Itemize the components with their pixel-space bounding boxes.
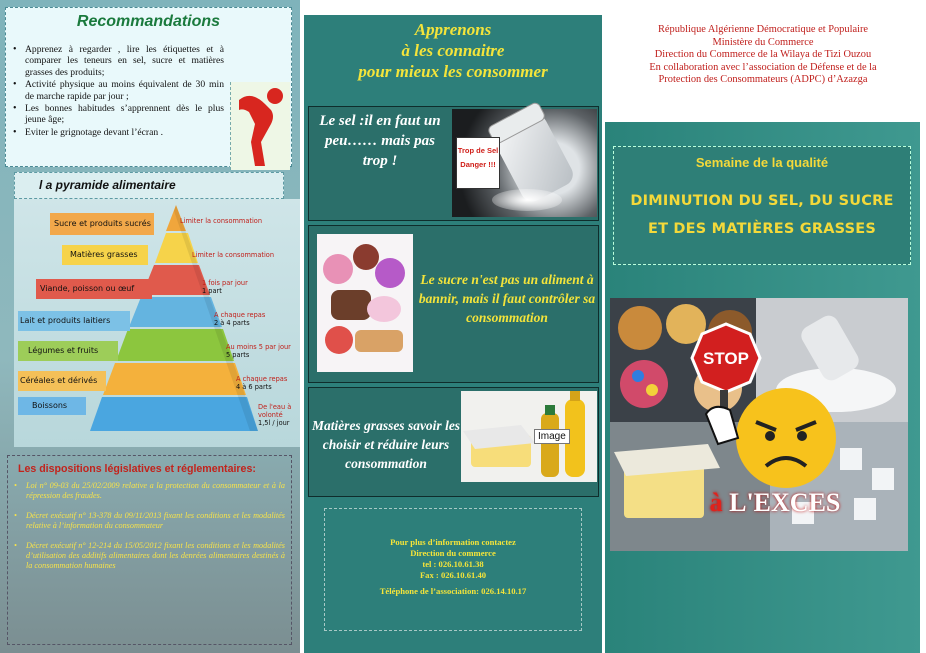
heading-line: Apprenons — [414, 20, 492, 39]
salt-shaker-image — [452, 109, 597, 217]
header-line: Protection des Consommateurs (ADPC) d’Azazga — [658, 74, 868, 85]
pyramid-level-label: Légumes et fruits — [28, 346, 99, 355]
fat-card — [308, 387, 599, 497]
list-item: • Activité physique au moins équivalent de 30 min de marche rapide par jour ; — [12, 79, 224, 102]
institution-header — [610, 24, 916, 114]
legal-list — [12, 481, 285, 571]
salt-dust — [492, 189, 562, 211]
pyramid-note: Au moins 5 par jour 5 parts — [226, 343, 291, 359]
list-item: • Les bonnes habitudes s’apprennent dès le plus jeune âge; — [12, 103, 224, 126]
contact-box — [324, 508, 582, 631]
food-pyramid — [14, 199, 300, 447]
list-item: • Eviter le grignotage devant l’écran . — [12, 127, 224, 138]
left-panel — [0, 0, 300, 653]
pyramid-level-label: Sucre et produits sucrés — [54, 219, 151, 228]
pyramid-note: De l'eau à volonté 1,5l / jour — [258, 403, 292, 427]
pyramid-level-label: Céréales et dérivés — [20, 376, 98, 385]
recommandations-title: Recommandations — [76, 13, 221, 30]
pyramid-title-box — [14, 172, 284, 199]
week-title: Semaine de la qualité — [695, 155, 829, 170]
pyramid-level-label: Boissons — [32, 401, 68, 410]
list-item: • Apprenez à regarder , lire les étiquettes et à comparer les teneurs en sel, sucre et matières grasses des produits; — [12, 44, 224, 78]
main-title: DIMINUTION DU SEL, DU SUCRE ET DES MATIÈRES GRASSES — [630, 193, 894, 237]
sweets-image — [317, 234, 413, 372]
stop-sign-text: STOP — [703, 349, 749, 368]
pyramid-note: Limiter la consommation — [192, 251, 275, 259]
contact-association-phone: Téléphone de l’association: 026.14.10.17 — [379, 586, 527, 596]
pyramid-title: l a pyramide alimentaire — [39, 178, 176, 192]
list-item: • Décret exécutif n° 12-214 du 15/05/2012 fixant les conditions et les modalités d’utilisation des additifs alimentaires dont les denrées alimentaires destinés à la consommation humaines — [12, 541, 285, 571]
list-item: • Décret exécutif n° 13-378 du 09/11/2013 fixant les conditions et les modalités relative à l’information du consommateur — [12, 511, 285, 531]
contact-line: Direction du commerce — [410, 548, 496, 558]
middle-panel — [304, 15, 602, 653]
exces-slogan: à L'EXCES — [709, 488, 841, 517]
pyramid-note: A chaque repas 2 à 4 parts — [214, 311, 266, 327]
recommandations-list — [12, 44, 224, 139]
recommandations-box — [5, 7, 292, 167]
legal-title: Les dispositions législatives et réglementaires: — [18, 463, 256, 475]
salt-danger-tag: Trop de Sel Danger !!! — [456, 137, 500, 189]
salt-card — [308, 106, 599, 221]
header-line: En collaboration avec l’association de Défense et de la — [649, 61, 877, 73]
heading-line: pour mieux les consommer — [358, 62, 548, 81]
header-line: Direction du Commerce de la Wilaya de Tizi Ouzou — [654, 49, 872, 60]
pyramid-level-label: Viande, poisson ou œuf — [40, 284, 135, 293]
legal-provisions-box — [7, 455, 292, 645]
sugar-text: Le sucre n'est pas un aliment à bannir, mais il faut contrôler sa consommation — [418, 272, 596, 325]
right-panel — [605, 122, 920, 653]
image-tooltip: Image — [534, 429, 570, 444]
sugar-card — [308, 225, 599, 383]
contact-fax: Fax : 026.10.61.40 — [419, 570, 487, 580]
header-line: République Algérienne Démocratique et Populaire — [657, 24, 869, 35]
heading-line: à les connaitre — [401, 41, 505, 60]
pyramid-note: Limiter la consommation — [180, 217, 263, 225]
middle-heading — [304, 15, 602, 103]
header-line: Ministère du Commerce — [712, 36, 814, 48]
list-item: • Loi n° 09-03 du 25/02/2009 relative a la protection du consommateur et à la répression des fraudes. — [12, 481, 285, 501]
contact-line: Pour plus d’information contactez — [390, 537, 516, 547]
contact-phone: tel : 026.10.61.38 — [422, 559, 484, 569]
pyramid-note: A chaque repas 4 à 6 parts — [236, 375, 288, 391]
week-title-box — [613, 146, 911, 265]
salt-text: Le sel :il en faut un peu…… mais pas trop ! — [319, 113, 441, 169]
exercise-figure-icon — [230, 82, 290, 170]
fat-text: Matières grasses savoir les choisir et réduire leurs consommation — [311, 418, 461, 471]
butter-oil-image — [461, 391, 597, 482]
pyramid-level-label: Matières grasses — [70, 250, 138, 259]
pyramid-note: 1 fois par jour 1 part — [202, 279, 248, 295]
pyramid-level-label: Lait et produits laitiers — [20, 316, 111, 325]
warning-collage — [610, 298, 908, 551]
